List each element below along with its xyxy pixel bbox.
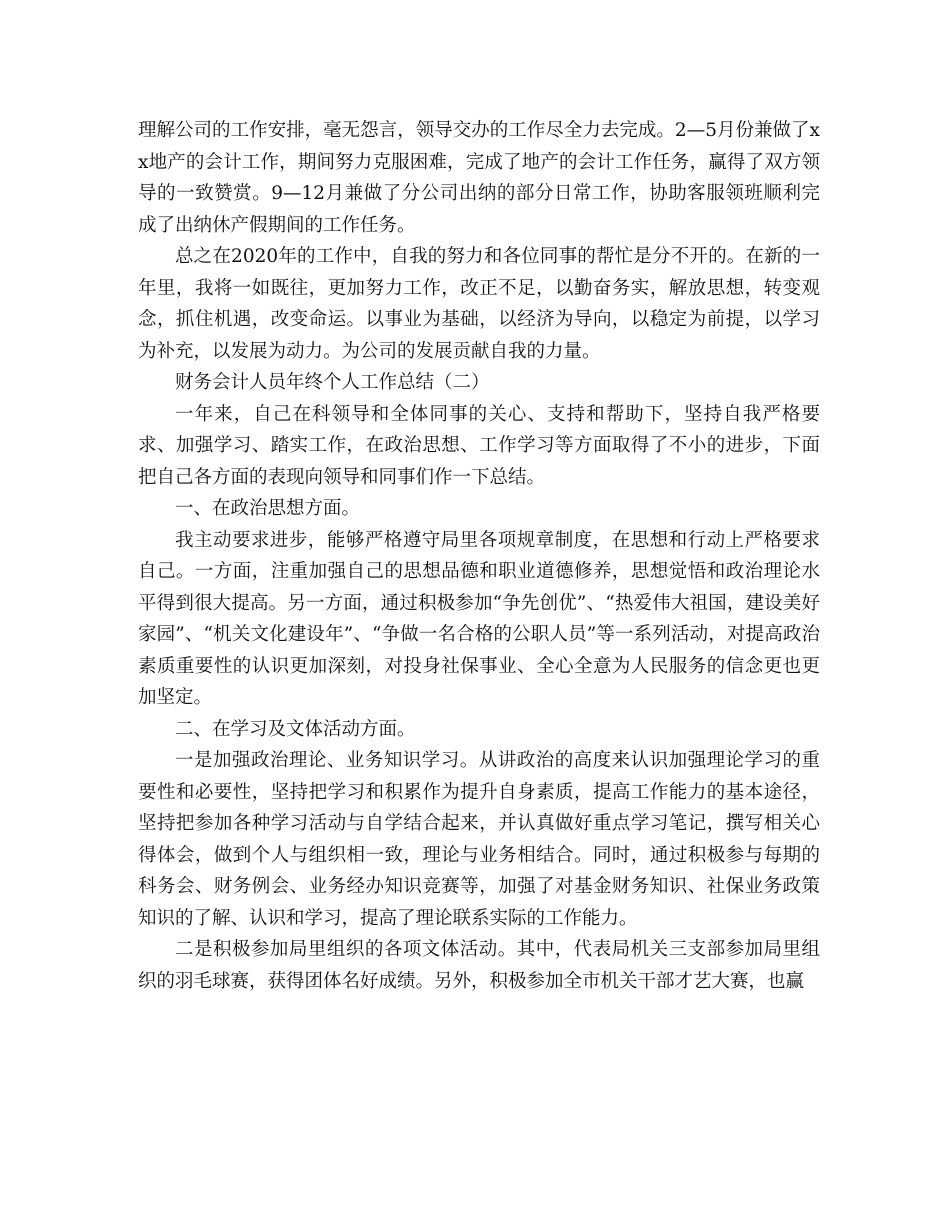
paragraph-activities: 二是积极参加局里组织的各项文体活动。其中，代表局机关三支部参加局里组织的羽毛球赛，获得团体名好成绩。另外，积极参加全市机关干部才艺大赛，也赢 bbox=[138, 939, 820, 992]
heading-study: 二、在学习及文体活动方面。 bbox=[175, 718, 416, 740]
paragraph-summary: 总之在2020年的工作中，自我的努力和各位同事的帮忙是分不开的。在新的一年里，我将一如既往，更加努力工作，改正不足，以勤奋务实，解放思想，转变观念，抓住机遇，改变命运。以事业为基础，以经济为导向，以稳定为前提，以学习为补充，以发展为动力。为公司的发展贡献自我的力量。 bbox=[138, 246, 820, 362]
paragraph-intro: 一年来，自己在科领导和全体同事的关心、支持和帮助下，坚持自我严格要求、加强学习、踏实工作，在政治思想、工作学习等方面取得了不小的进步，下面把自己各方面的表现向领导和同事们作一下总结。 bbox=[138, 403, 820, 488]
paragraph-continued: 理解公司的工作安排，毫无怨言，领导交办的工作尽全力去完成。2—5月份兼做了xx地产的会计工作，期间努力克服困难，完成了地产的会计工作任务，赢得了双方领导的一致赞赏。9—12月兼做了分公司出纳的部分日常工作，协助客服领班顺利完成了出纳休产假期间的工作任务。 bbox=[138, 120, 820, 236]
section-title: 财务会计人员年终个人工作总结（二） bbox=[175, 372, 490, 393]
heading-political: 一、在政治思想方面。 bbox=[175, 498, 361, 519]
paragraph-political: 我主动要求进步，能够严格遵守局里各项规章制度，在思想和行动上严格要求自己。一方面，注重加强自己的思想品德和职业道德修养，思想觉悟和政治理论水平得到很大提高。另一方面，通过积极参加“争先创优”、“热爱伟大祖国，建设美好家园”、“机关文化建设年”、“争做一名合格的公职人员”等一系列活动，对提高政治素质重要性的认识更加深刻，对投身社保事业、全心全意为人民服务的信念更也更加坚定。 bbox=[138, 529, 820, 708]
paragraph-study: 一是加强政治理论、业务知识学习。从讲政治的高度来认识加强理论学习的重要性和必要性，坚持把学习和积累作为提升自身素质，提高工作能力的基本途径，坚持把参加各种学习活动与自学结合起来，并认真做好重点学习笔记，撰写相关心得体会，做到个人与组织相一致，理论与业务相结合。同时，通过积极参与每期的科务会、财务例会、业务经办知识竞赛等，加强了对基金财务知识、社保业务政策知识的了解、认识和学习，提高了理论联系实际的工作能力。 bbox=[138, 750, 820, 929]
document-body bbox=[138, 115, 820, 997]
